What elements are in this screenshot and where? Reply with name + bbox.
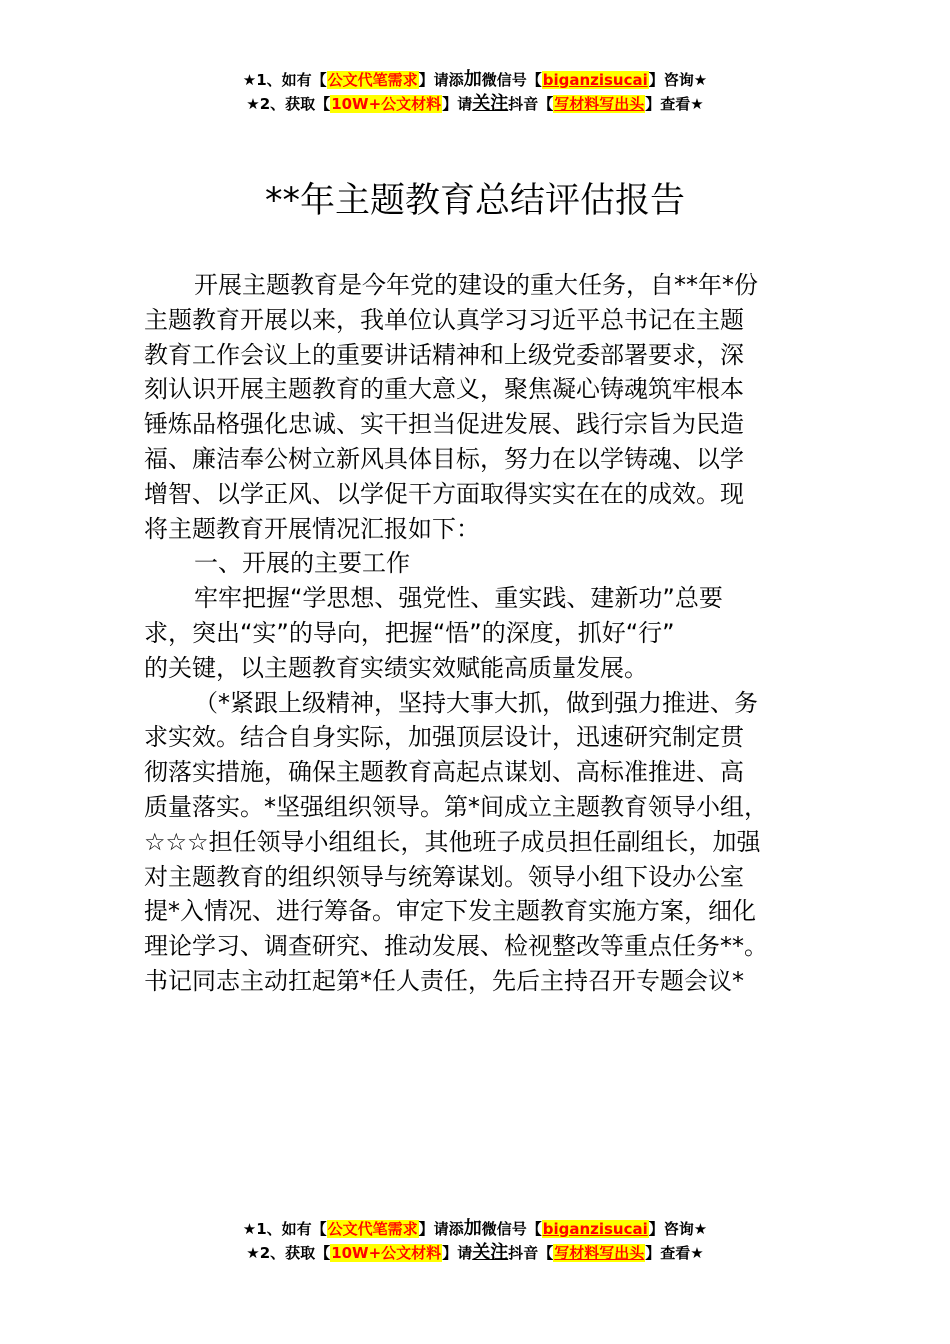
paragraph-line: 的关键，以主题教育实绩实效赋能高质量发展。 — [144, 653, 648, 682]
paragraph-line: （*紧跟上级精神，坚持大事大抓，做到强力推进、务 — [194, 688, 758, 717]
banner-emphasis: 加 — [463, 69, 482, 90]
banner-line-1 — [0, 1217, 950, 1241]
paragraph-line: 质量落实。*坚强组织领导。第*间成立主题教育领导小组， — [144, 792, 768, 821]
banner-text: 抖音【 — [508, 95, 554, 113]
document-body — [144, 268, 824, 999]
paragraph-line: ☆☆☆担任领导小组组长，其他班子成员担任副组长，加强 — [144, 827, 761, 856]
highlight-service: 公文代笔需求 — [327, 71, 418, 89]
banner-text: 】请添 — [418, 1220, 464, 1238]
banner-text: 】查看★ — [645, 1244, 704, 1262]
paragraph-line: 将主题教育开展情况汇报如下： — [144, 514, 480, 543]
paragraph-line: 牢牢把握“学思想、强党性、重实践、建新功”总要 — [194, 584, 723, 613]
highlight-service: 公文代笔需求 — [327, 1220, 418, 1238]
paragraph-line: 锤炼品格强化忠诚、实干担当促进发展、践行宗旨为民造 — [144, 410, 744, 439]
banner-text: 抖音【 — [508, 1244, 554, 1262]
document-title: **年主题教育总结评估报告 — [264, 181, 685, 221]
banner-text: 】请 — [442, 95, 473, 113]
banner-text: ★2、获取【 — [246, 1244, 331, 1262]
paragraph-line: 理论学习、调查研究、推动发展、检视整改等重点任务**。 — [144, 932, 768, 961]
banner-emphasis: 加 — [463, 1218, 482, 1239]
douyin-account-link[interactable]: 写材料写出头 — [554, 1244, 645, 1262]
banner-text: 微信号【 — [481, 1220, 542, 1238]
banner-text: ★1、如有【 — [242, 71, 327, 89]
banner-text: 】咨询★ — [648, 1220, 708, 1238]
banner-emphasis: 关注 — [472, 93, 509, 114]
banner-line-2 — [0, 92, 950, 116]
banner-text: 】请添 — [418, 71, 464, 89]
banner-line-2 — [0, 1241, 950, 1265]
wechat-id-link[interactable]: biganzisucai — [542, 1220, 648, 1238]
highlight-materials: 10W+公文材料 — [331, 1244, 442, 1262]
paragraph-line: 书记同志主动扛起第*任人责任，先后主持召开专题会议* — [144, 966, 744, 995]
banner-text: 微信号【 — [481, 71, 542, 89]
paragraph-line: 开展主题教育是今年党的建设的重大任务，自**年*份 — [194, 271, 758, 299]
top-banner — [0, 68, 950, 116]
highlight-materials: 10W+公文材料 — [331, 95, 442, 113]
paragraph-line: 求实效。结合自身实际，加强顶层设计，迅速研究制定贯 — [144, 723, 744, 752]
wechat-id-link[interactable]: biganzisucai — [542, 71, 648, 89]
banner-text: ★2、获取【 — [246, 95, 331, 113]
paragraph-line: 刻认识开展主题教育的重大意义，聚焦凝心铸魂筑牢根本 — [144, 375, 744, 404]
paragraph-line: 福、廉洁奉公树立新风具体目标，努力在以学铸魂、以学 — [144, 444, 744, 473]
paragraph-line: 彻落实措施，确保主题教育高起点谋划、高标准推进、高 — [144, 758, 744, 787]
banner-emphasis: 关注 — [472, 1242, 509, 1263]
paragraph-line: 主题教育开展以来，我单位认真学习习近平总书记在主题 — [144, 305, 744, 334]
paragraph-line: 教育工作会议上的重要讲话精神和上级党委部署要求，深 — [144, 340, 744, 369]
banner-text: 】请 — [442, 1244, 473, 1262]
section-heading: 一、开展的主要工作 — [194, 549, 410, 578]
paragraph-line: 增智、以学正风、以学促干方面取得实实在在的成效。现 — [144, 479, 744, 508]
banner-text: 】查看★ — [645, 95, 704, 113]
banner-line-1 — [0, 68, 950, 92]
banner-text: ★1、如有【 — [242, 1220, 327, 1238]
douyin-account-link[interactable]: 写材料写出头 — [554, 95, 645, 113]
paragraph-line: 对主题教育的组织领导与统筹谋划。领导小组下设办公室 — [144, 862, 744, 891]
bottom-banner — [0, 1217, 950, 1265]
banner-text: 】咨询★ — [648, 71, 708, 89]
paragraph-line: 提*入情况、进行筹备。审定下发主题教育实施方案，细化 — [144, 897, 756, 926]
paragraph-line: 求，突出“实”的导向，把握“悟”的深度，抓好“行” — [144, 618, 675, 647]
